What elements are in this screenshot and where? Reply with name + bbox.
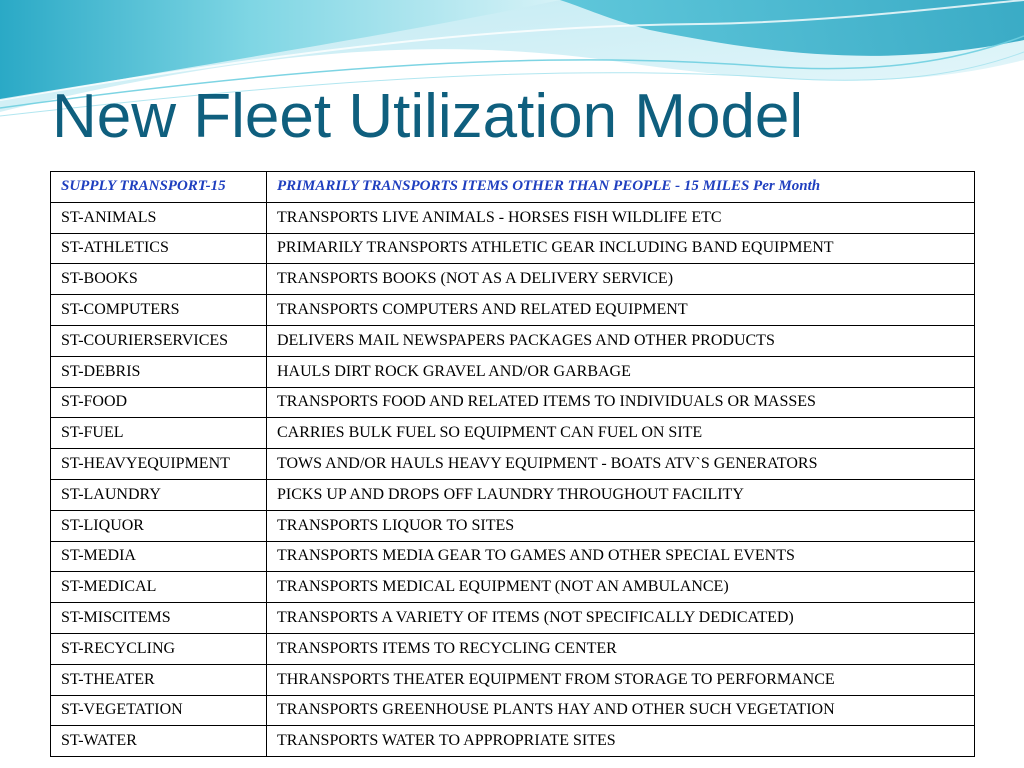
table-row [51,726,975,757]
table-row [51,572,975,603]
table-row [51,202,975,233]
row-code-cell: ST-LAUNDRY [51,479,267,510]
row-code-cell: ST-MEDICAL [51,572,267,603]
row-description-cell: TRANSPORTS A VARIETY OF ITEMS (NOT SPECIFICALLY DEDICATED) [267,603,975,634]
table-header-row [51,172,975,203]
row-description-cell: TRANSPORTS WATER TO APPROPRIATE SITES [267,726,975,757]
row-description-cell: PICKS UP AND DROPS OFF LAUNDRY THROUGHOUT FACILITY [267,479,975,510]
table-row [51,479,975,510]
header-code-cell: SUPPLY TRANSPORT-15 [51,172,267,203]
row-code-cell: ST-FUEL [51,418,267,449]
row-description-cell: TRANSPORTS COMPUTERS AND RELATED EQUIPMENT [267,295,975,326]
row-description-cell: TRANSPORTS LIQUOR TO SITES [267,510,975,541]
row-code-cell: ST-HEAVYEQUIPMENT [51,449,267,480]
row-description-cell: CARRIES BULK FUEL SO EQUIPMENT CAN FUEL ON SITE [267,418,975,449]
row-description-cell: DELIVERS MAIL NEWSPAPERS PACKAGES AND OTHER PRODUCTS [267,325,975,356]
row-code-cell: ST-MEDIA [51,541,267,572]
table-body [51,202,975,756]
row-code-cell: ST-LIQUOR [51,510,267,541]
row-description-cell: TRANSPORTS BOOKS (NOT AS A DELIVERY SERVICE) [267,264,975,295]
row-description-cell: PRIMARILY TRANSPORTS ATHLETIC GEAR INCLUDING BAND EQUIPMENT [267,233,975,264]
row-code-cell: ST-BOOKS [51,264,267,295]
row-description-cell: TRANSPORTS MEDICAL EQUIPMENT (NOT AN AMBULANCE) [267,572,975,603]
row-description-cell: TRANSPORTS FOOD AND RELATED ITEMS TO INDIVIDUALS OR MASSES [267,387,975,418]
slide-title: New Fleet Utilization Model [52,82,804,151]
row-code-cell: ST-THEATER [51,664,267,695]
row-code-cell: ST-FOOD [51,387,267,418]
row-description-cell: TRANSPORTS MEDIA GEAR TO GAMES AND OTHER SPECIAL EVENTS [267,541,975,572]
row-code-cell: ST-MISCITEMS [51,603,267,634]
table-row [51,387,975,418]
row-code-cell: ST-ATHLETICS [51,233,267,264]
table-row [51,264,975,295]
row-code-cell: ST-COURIERSERVICES [51,325,267,356]
row-code-cell: ST-RECYCLING [51,633,267,664]
row-description-cell: HAULS DIRT ROCK GRAVEL AND/OR GARBAGE [267,356,975,387]
table-row [51,233,975,264]
table-row [51,541,975,572]
row-code-cell: ST-WATER [51,726,267,757]
table-row [51,449,975,480]
row-code-cell: ST-DEBRIS [51,356,267,387]
table-row [51,603,975,634]
table-row [51,356,975,387]
row-description-cell: TOWS AND/OR HAULS HEAVY EQUIPMENT - BOATS ATV`S GENERATORS [267,449,975,480]
table-row [51,295,975,326]
row-code-cell: ST-VEGETATION [51,695,267,726]
table-row [51,695,975,726]
header-description-cell: PRIMARILY TRANSPORTS ITEMS OTHER THAN PEOPLE - 15 MILES Per Month [267,172,975,203]
row-code-cell: ST-COMPUTERS [51,295,267,326]
row-description-cell: TRANSPORTS ITEMS TO RECYCLING CENTER [267,633,975,664]
table-row [51,418,975,449]
table-row [51,325,975,356]
row-description-cell: THRANSPORTS THEATER EQUIPMENT FROM STORAGE TO PERFORMANCE [267,664,975,695]
row-code-cell: ST-ANIMALS [51,202,267,233]
table-row [51,633,975,664]
table-row [51,510,975,541]
table-row [51,664,975,695]
fleet-utilization-table [50,171,975,757]
row-description-cell: TRANSPORTS LIVE ANIMALS - HORSES FISH WILDLIFE ETC [267,202,975,233]
row-description-cell: TRANSPORTS GREENHOUSE PLANTS HAY AND OTHER SUCH VEGETATION [267,695,975,726]
